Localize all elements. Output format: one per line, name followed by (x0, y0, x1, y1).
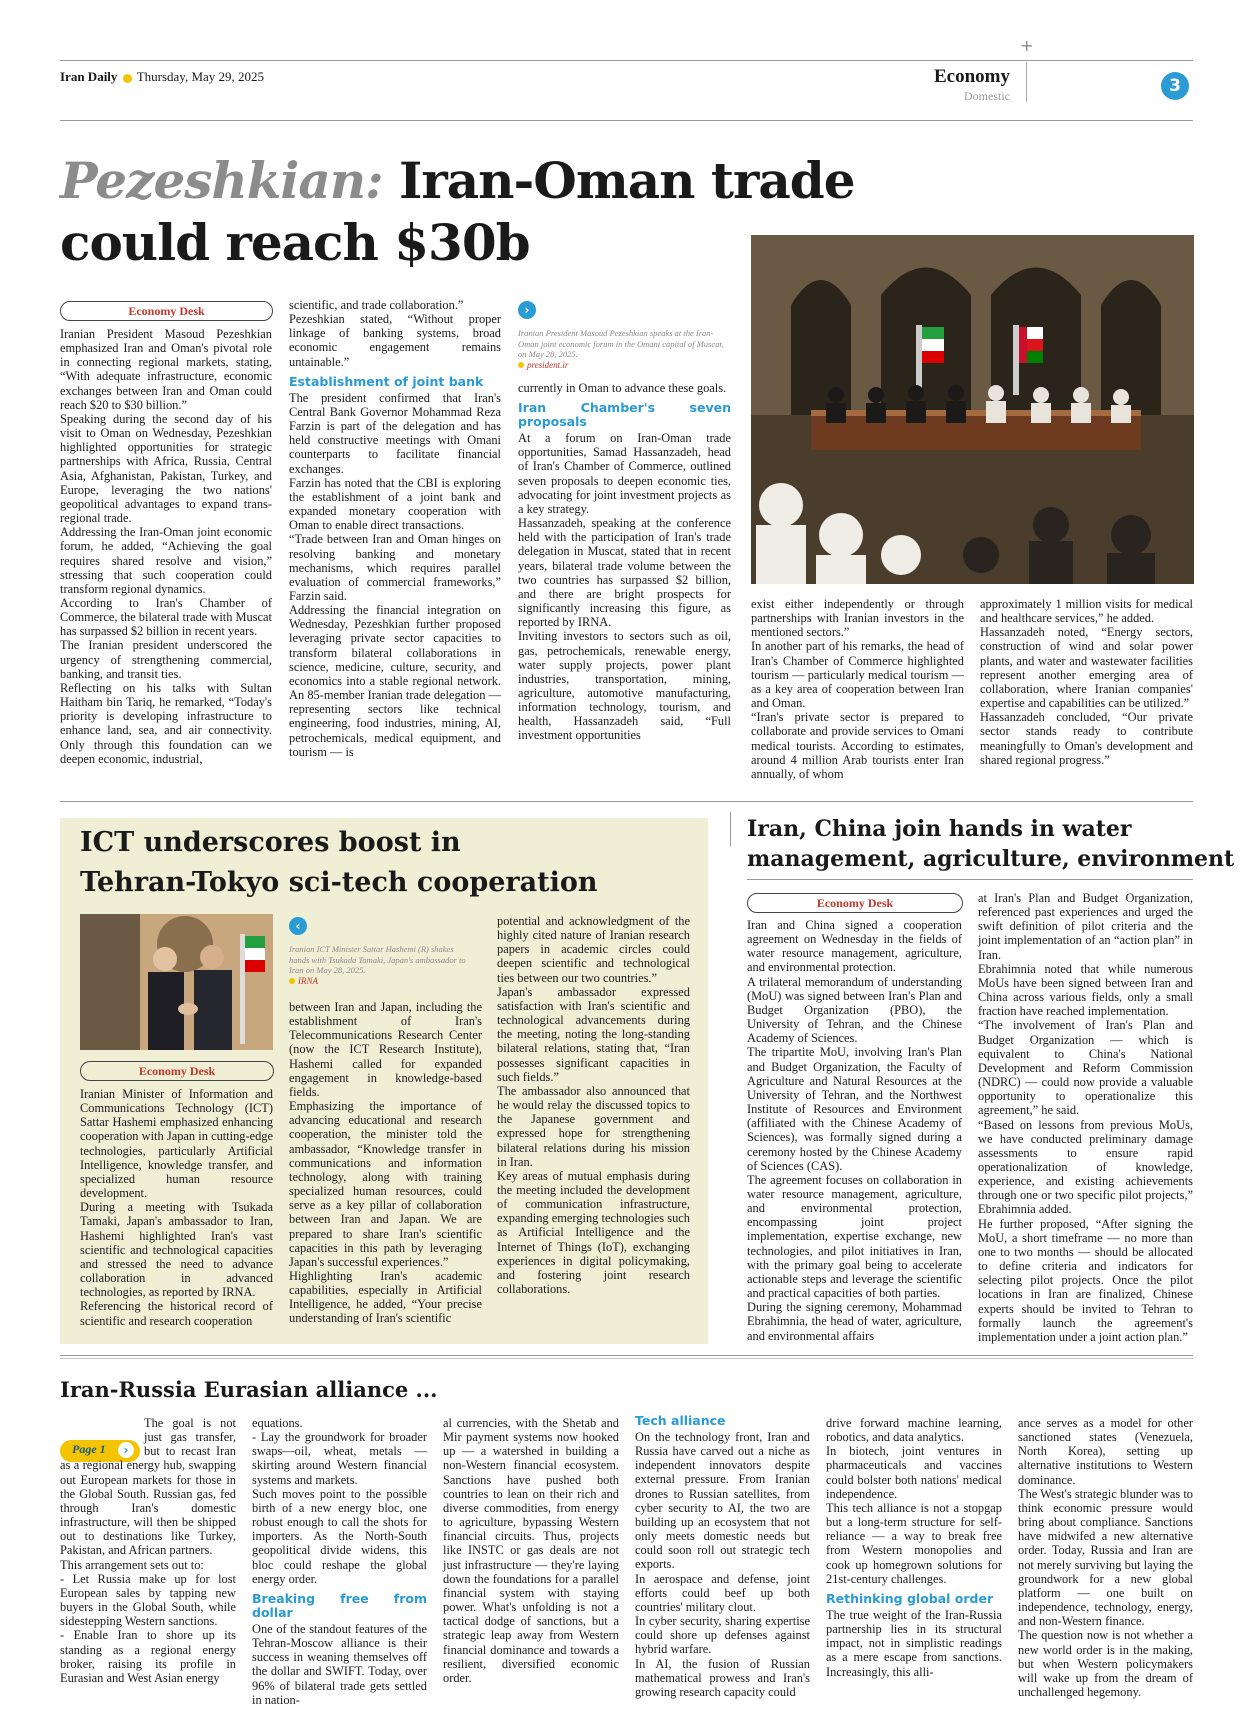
ict-col2-text: between Iran and Japan, including the establishment of Iran's Telecommunications Research Center (now the ICT Research Institute), Hashemi called for expanded engagement in knowledge-based fields. Emphasizing the importance of advancing educational and research cooperation, the minister told the ambassador, “Knowledge transfer in communications and information technology, along with training specialized human resources, could serve as a key pillar of collaboration between Iran and Japan. We are prepared to share Iran's scientific capacities in this path by leveraging Japan's successful experiences.” Highlighting Iran's academic capabilities, especially in Artificial Intelligence, he added, “Your precise understanding of Iran's scientific (289, 1000, 482, 1326)
russia-column-5 (826, 1416, 1002, 1679)
russia-col5a-text: drive forward machine learning, robotics, and data analytics. In biotech, joint ventures in pharmaceuticals and vaccines could bolster both nations' medical independence. This tech alliance is not a stopgap but a long-term structure for self-reliance — a way to break free from Western monopolies and cook up homegrown solutions for 21st-century challenges. (826, 1416, 1002, 1586)
lead-column-3 (518, 381, 731, 743)
crosshair-icon: + (1020, 36, 1034, 55)
china-col1-text: Iran and China signed a cooperation agreement on Wednesday in the fields of water resource management, agriculture, and environmental protection. A trilateral memorandum of understanding (MoU) was signed between Iran's Plan and Budget Organization (PBO), the University of Tehran, and the Chinese Academy of Sciences. The tripartite MoU, involving Iran's Plan and Budget Organization, the Faculty of Agriculture and Natural Resources at the University of Tehran, and the Northwest Institute of Resources and Environment (affiliated with the Chinese Academy of Sciences), was formally signed during a ceremony hosted by the Chinese Academy of Sciences (CAS). The agreement focuses on collaboration in water resource management, agriculture, and environmental protection, encompassing joint project implementation, expertise exchange, new technologies, and pilot initiatives in Iran, with the primary goal being to accelerate actionable steps and leverage the scientific and practical capacities of both parties. During the signing ceremony, Mohammad Ebrahimnia, the head of water, agriculture, and environmental affairs (747, 918, 962, 1343)
ict-headline-line1: ICT underscores boost in (80, 827, 461, 858)
russia-subhead-tech: Tech alliance (635, 1413, 726, 1428)
china-headline-line2: management, agriculture, environment (747, 846, 1235, 872)
lead-col3b-text: At a forum on Iran-Oman trade opportunities, Samad Hassanzadeh, head of Iran's Chamber of Commerce, outlined seven proposals to deepen economic ties, advocating for joint investment projects as a key strategy. Hassanzadeh, speaking at the conference held with the participation of Iran's trade delegation in Muscat, stated that in recent years, bilateral trade volume between the two countries has surpassed $2 billion, and there are bright prospects for significantly increasing this figure, as reported by IRNA. Inviting investors to sectors such as oil, gas, petrochemicals, renewable energy, water supply projects, power plant industries, transportation, mining, agriculture, automotive manufacturing, information technology, tourism, and health, Hassanzadeh said, “Full investment opportunities (518, 431, 731, 743)
lead-subhead-joint-bank: Establishment of joint bank (289, 373, 484, 389)
page-number-badge: 3 (1161, 72, 1189, 100)
lead-col2b-text: The president confirmed that Iran's Central Bank Governor Mohammad Reza Farzin is part of the delegation and has held constructive meetings with Omani counterparts to facilitate financial exchanges. Farzin has noted that the CBI is exploring the establishment of a joint bank and expanded monetary cooperation with Oman to enable direct transactions. “Trade between Iran and Oman hinges on resolving banking and monetary mechanisms, which requires parallel evaluation of commercial frameworks,” Farzin said. Addressing the financial integration on Wednesday, Pezeshkian further proposed leveraging private sector capacities to transform bilateral collaborations in science, medicine, culture, security, and economics into a stable regional network. An 85-member Iranian trade delegation — representing sectors like technical engineering, food industries, mining, AI, petrochemicals, medical equipment, and tourism — is (289, 390, 501, 759)
section-title: Economy (934, 66, 1010, 87)
ict-column-3 (497, 914, 690, 1296)
russia-col2b-text: One of the standout features of the Tehran-Moscow alliance is their success in weaning themselves off the dollar and SWIFT. Today, over 96% of bilateral trade gets settled in nation- (252, 1621, 427, 1707)
ict-column-1 (80, 1087, 273, 1328)
lead-col2a-text: scientific, and trade collaboration.” Pezeshkian stated, “Without proper linkage of banking systems, broad economic engagement remains untainable.” (289, 298, 501, 369)
china-desk-badge: Economy Desk (747, 893, 963, 913)
headline-prefix: Pezeshkian: (60, 151, 383, 210)
column-divider (730, 812, 731, 846)
russia-col5b-text: The true weight of the Iran-Russia partnership lies in its structural impact, not in simplistic readings as a mere escape from sanctions. Increasingly, this alli- (826, 1607, 1002, 1679)
russia-col1-text: The goal is not just gas transfer, but to recast Iran as a regional energy hub, swapping out European markets for those in the Global South. Russian gas, fed through Iran's domestic infrastructure, will then be shipped out to destinations like Turkey, Pakistan, and African partners. This arrangement sets out to: - Let Russia make up for lost European sales by tapping new buyers in the Global South, while sidestepping Western sanctions. - Enable Iran to shore up its standing as a regional energy broker, raising its profile in Eurasian and West Asian energy (60, 1416, 236, 1685)
page-1-label: Page 1 (72, 1442, 106, 1456)
ict-desk-badge: Economy Desk (80, 1061, 274, 1081)
ict-caption-text: Iranian ICT Minister Sattar Hashemi (R) shakes hands with Tsukada Tamaki, Japan's ambassador to Iran on May 28, 2025. (289, 944, 466, 975)
header-bottom-rule (60, 120, 1193, 121)
russia-column-4 (635, 1414, 810, 1699)
ict-headline (80, 823, 598, 903)
china-headline (747, 814, 1234, 874)
lead-column-1 (60, 327, 272, 766)
section-double-rule (60, 1358, 1193, 1359)
china-col2-text: at Iran's Plan and Budget Organization, referenced past experiences and urged the swift definition of pilot criteria and the joint implementation of an “action plan” in Iran. Ebrahimnia noted that while numerous MoUs have been signed between Iran and China across various fields, only a small fraction have reached implementation. “The involvement of Iran's Plan and Budget Organization — which is equivalent to China's National Development and Reform Commission (NDRC) — could now provide a valuable opportunity to operationalize this agreement,” he said. “Based on lessons from previous MoUs, we have conducted preliminary damage assessments to ensure rapid operationalization of knowledge, experience, and existing achievements through one or two specific pilot projects,” Ebrahimnia added. He further proposed, “After signing the MoU, a short timeframe — no more than one to two months — should be allocated to define criteria and indicators for selecting pilot projects. Once the pilot locations in Iran are finalized, Chinese experts should be invited to Tehran to formally launch the agreement's implementation under a joint action plan.” (978, 891, 1193, 1344)
chevron-left-icon[interactable]: ‹ (289, 917, 307, 935)
lead-caption-text: Iranian President Masoud Pezeshkian speaks at the Iran-Oman joint economic forum in the Omani capital of Muscat, on May 28, 2025. (518, 328, 724, 359)
china-headline-rule (747, 879, 1193, 880)
lead-headline (60, 150, 855, 274)
russia-column-1 (60, 1416, 236, 1685)
russia-column-3 (443, 1416, 619, 1685)
headline-rest: Iran-Oman trade (399, 151, 855, 210)
ict-col1-text: Iranian Minister of Information and Communications Technology (ICT) Sattar Hashemi emphasized enhancing cooperation with Japan in cutting-edge technologies, particularly Artificial Intelligence, knowledge transfer, and specialized human resource development. During a meeting with Tsukada Tamaki, Japan's ambassador to Iran, Hashemi highlighted Iran's vast scientific and technological capacities and stressed the need to advance collaboration in advanced technologies, as reported by IRNA. Referencing the historical record of scientific and research cooperation (80, 1087, 273, 1328)
forum-photo-illustration (751, 235, 1194, 584)
russia-column-6 (1018, 1416, 1193, 1699)
lead-col1-text: Iranian President Masoud Pezeshkian emphasized Iran and Oman's pivotal role in connecting regional markets, stating, “With adequate infrastructure, economic exchanges between Iran and Oman could reach $20 to $30 billion.” Speaking during the second day of his visit to Oman on Wednesday, Pezeshkian highlighted opportunities for strategic partnerships with Africa, Russia, Central Asia, Afghanistan, Pakistan, Turkey, and Europe, leveraging the two nations' geopolitical advantages to expand trans-regional trade. Addressing the Iran-Oman joint economic forum, he added, “Achieving the goal requires shared resolve and vision,” stressing that such cooperation could transform regional dynamics. According to Iran's Chamber of Commerce, the bilateral trade with Muscat has surpassed $2 billion in recent years. The Iranian president underscored the urgency of strengthening commercial, banking, and transit ties. Reflecting on his talks with Sultan Haitham bin Tariq, he remarked, “Today's priority is developing infrastructure to enhance land, sea, and air connectivity. Only through this foundation can we deepen economic, industrial, (60, 327, 272, 766)
paper-name: Iran Daily (60, 69, 118, 84)
ict-col3-text: potential and acknowledgment of the highly cited nature of Iranian research papers in academic circles could deepen scientific and technological ties between our two countries.” Japan's ambassador expressed satisfaction with Iran's scientific and technological advancements during the meeting, noting the long-standing bilateral relations, stating that, “Iran possesses significant capacities in such fields.” The ambassador also announced that he would relay the discussed topics to the Japanese government and expressed hope for strengthening bilateral relations during his mission in Iran. Key areas of mutual emphasis during the meeting included the development of communication infrastructure, expanding emerging technologies such as Artificial Intelligence and the Internet of Things (IoT), exchanging experiences in digital policymaking, and fostering joint research collaborations. (497, 914, 690, 1297)
russia-col3-text: al currencies, with the Shetab and Mir payment systems now hooked up — a watershed in building a non-Western financial ecosystem. Sanctions have pushed both countries to lean on their rich and diverse commodities, from energy to agriculture, bypassing Western financial circuits. Thus, projects like INSTC or gas deals are not just infrastructure — they're laying down the foundations for a parallel financial system with staying power. What's unfolding is not a tactical dodge of sanctions, but a strategic leap away from Western financial dominance and towards a resilient, diversified economic order. (443, 1416, 619, 1685)
ict-photo (80, 914, 273, 1050)
russia-subhead-global-order: Rethinking global order (826, 1590, 994, 1606)
lead-column-2 (289, 298, 501, 759)
chevron-right-icon: › (118, 1442, 134, 1458)
lead-photo-source: president.ir (518, 360, 568, 370)
chevron-right-icon[interactable]: › (518, 301, 536, 319)
russia-headline: Iran-Russia Eurasian alliance ... (60, 1377, 438, 1402)
lead-col5-text: approximately 1 million visits for medical and healthcare services,” he added. Hassanzadeh noted, “Energy sectors, construction of wind and solar power plants, and water and wastewater facilities represent another emerging area of collaboration, where Iranian companies' expertise and capabilities can be utilized.” Hassanzadeh concluded, “Our private sector stands ready to contribute meaningfully to Oman's development and shared regional progress.” (980, 597, 1193, 767)
ict-photo-source: IRNA (289, 976, 318, 986)
header-divider (1026, 62, 1027, 102)
china-bottom-rule (60, 1355, 1193, 1356)
russia-col6-text: ance serves as a model for other sanctioned states (Venezuela, North Korea), setting up alternative institutions to Western dominance. The West's strategic blunder was to think economic pressure would bring about compliance. Sanctions have midwifed a new alternative order. Today, Russia and Iran are not merely surviving but laying the groundwork for a new global platform — one built on independence, technology, energy, and non-Western finance. The question now is not whether a new world order is in the making, but when Western policymakers will wake up from the dream of unchallenged hegemony. (1018, 1416, 1193, 1699)
russia-column-2 (252, 1416, 427, 1707)
lead-photo-caption (518, 328, 733, 370)
lead-bottom-rule (60, 801, 1193, 802)
ict-photo-caption (289, 944, 469, 986)
handshake-photo-illustration (80, 914, 273, 1050)
header-top-rule (60, 60, 1193, 61)
lead-desk-badge: Economy Desk (60, 301, 273, 321)
lead-column-5 (980, 597, 1193, 767)
headline-line2: could reach $30b (60, 213, 530, 272)
russia-subhead-dollar: Breaking free from dollar (252, 1590, 427, 1620)
china-column-2 (978, 891, 1193, 1344)
russia-col2a-text: equations. - Lay the groundwork for broader swaps—oil, wheat, metals — skirting around Western financial systems and markets. Such moves point to the possible birth of a new energy bloc, one robust enough to call the shots for importers. As the North-South geopolitical divide widens, this bloc could reshape the global energy order. (252, 1416, 427, 1586)
dot-icon (123, 74, 132, 83)
issue-date: Thursday, May 29, 2025 (136, 69, 265, 84)
lead-col3a-text: currently in Oman to advance these goals. (518, 381, 727, 395)
lead-subhead-proposals: Iran Chamber's seven proposals (518, 400, 731, 430)
lead-column-4 (751, 597, 964, 781)
header-masthead (60, 69, 264, 85)
ict-column-2 (289, 1000, 482, 1326)
china-column-1 (747, 918, 962, 1343)
lead-photo (751, 235, 1194, 584)
russia-col4-text: On the technology front, Iran and Russia have carved out a niche as independent innovators despite external pressure. From Iranian drones to Russian satellites, from cyber security to AI, the two are building up an ecosystem that not only meets domestic needs but could soon roll out strategic tech exports. In aerospace and defense, joint efforts could beef up both countries' military clout. In cyber security, sharing expertise could shore up defenses against hybrid warfare. In AI, the fusion of Russian mathematical prowess and Iran's growing research capacity could (635, 1430, 810, 1699)
ict-headline-line2: Tehran-Tokyo sci-tech cooperation (80, 867, 598, 898)
subsection-title: Domestic (964, 89, 1010, 103)
lead-col4-text: exist either independently or through partnerships with Iranian investors in the mentioned sectors.” In another part of his remarks, the head of Iran's Chamber of Commerce highlighted tourism — particularly medical tourism — as a key area of cooperation between Iran and Oman. “Iran's private sector is prepared to collaborate and provide services to Omani medical tourists. According to estimates, around 4 million Arab tourists enter Iran annually, of whom (751, 597, 964, 781)
china-headline-line1: Iran, China join hands in water (747, 816, 1132, 842)
